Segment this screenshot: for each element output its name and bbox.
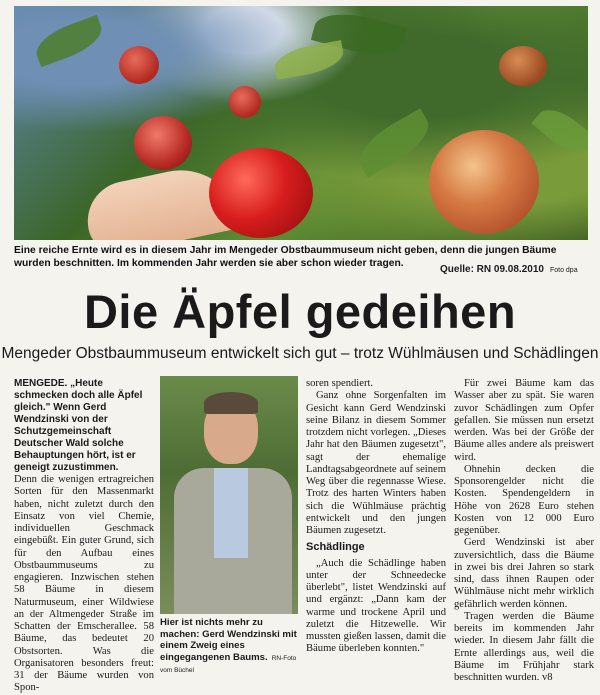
leaf-shape bbox=[31, 15, 107, 67]
red-apple-shape bbox=[209, 148, 313, 238]
apple-shape bbox=[499, 46, 547, 86]
article-paragraph: „Auch die Schädlinge haben unter der Schneedecke überlebt", listet Wendzinski auf und ergänzt: „Dann kam der warme und trockene April und zuletzt die Hitzewelle. Wir mussten gießen lassen, damit die Bäume überleben konnten." bbox=[306, 557, 446, 655]
portrait-caption-text: Hier ist nichts mehr zu machen: Gerd Wendzinski mit einem Zweig eines eingegangenen Baums. bbox=[160, 617, 297, 663]
apple-shape bbox=[134, 116, 192, 170]
article-column-1 bbox=[14, 378, 154, 695]
apple-tree-photo bbox=[14, 6, 588, 240]
hair-shape bbox=[204, 392, 258, 414]
article-paragraph: soren spendiert. bbox=[306, 378, 374, 389]
portrait-credit: RN-Foto vom Büchel bbox=[160, 654, 297, 674]
article-paragraph: Ganz ohne Sorgenfalten im Gesicht kann Gerd Wendzinski seine Bilanz in diesem Sommer trotzdem nicht vorlegen. „Dieses Jahr hat den Bäumen zugesetzt", sagt der ehemalige Landtagsabgeordnete auf seinem Weg über die regennasse Wiese. Trotz des harten Winters haben sich die Wühlmäuse prächtig entwickelt und den jungen Bäumen zugesetzt. bbox=[306, 390, 446, 536]
leaf-shape bbox=[272, 40, 346, 80]
article-paragraph: Denn die wenigen ertragreichen Sorten für den Massenmarkt haben, nicht zuletzt durch den Einsatz von viel Chemie, individuellen Geschmack eingebüßt. Ein guter Grund, sich für den Aufbau eines Obstbaummuseums zu engagieren. Inzwischen stehen 58 Bäume in diesem Naturmuseum, einer Wildwiese an der Altmengeder Straße im Schatten der Emscherallee. 58 Bäume, das bedeutet 20 Obstsorten. Was die Organisatoren besonders freut: 31 der Bäume wurden von Spon- bbox=[14, 474, 154, 694]
portrait-caption bbox=[160, 617, 300, 677]
article-paragraph: Für zwei Bäume kam das Wasser aber zu spät. Sie waren zuvor Schädlingen zum Opfer gefallen. Sie müssen nun ersetzt werden. Was bei der Größe der Bäume alles andere als preiswert wird. bbox=[454, 378, 594, 463]
leaf-shape bbox=[351, 108, 437, 177]
headline: Die Äpfel gedeihen bbox=[83, 285, 517, 338]
article-paragraph: Ohnehin decken die Sponsorengelder nicht die Kosten. Spendengeldern in Höhe von 2628 Euro stehen Kosten von 12 000 Euro gegenüber. bbox=[454, 463, 594, 536]
photo-caption: Eine reiche Ernte wird es in diesem Jahr im Mengeder Obstbaummuseum nicht geben, denn die jungen Bäume wurden beschnitten. Im kommenden Jahr werden sie aber schon wieder tragen. bbox=[14, 245, 557, 269]
section-subtitle: Schädlinge bbox=[306, 541, 365, 554]
article-paragraph: Tragen werden die Bäume bereits im kommenden Jahr wieder. In diesem Jahr fällt die Ernte allerdings aus, weil die Bäume im Frühjahr stark beschnitten wurden. v8 bbox=[454, 610, 594, 683]
article-lead: MENGEDE. „Heute schmecken doch alle Äpfel gleich." Wenn Gerd Wendzinski von der Schutzgemeinschaft Deutscher Wald solche Behauptungen hört, ist er geneigt zuzustimmen. bbox=[14, 378, 143, 473]
article-column-4 bbox=[454, 378, 594, 684]
apple-shape bbox=[119, 46, 159, 84]
subheadline: Mengeder Obstbaummuseum entwickelt sich gut – trotz Wühlmäusen und Schädlingen bbox=[1, 345, 599, 362]
portrait-photo bbox=[160, 376, 298, 614]
source-text: Quelle: RN 09.08.2010 bbox=[440, 264, 544, 275]
apple-shape bbox=[229, 86, 261, 118]
article-column-3 bbox=[306, 378, 446, 656]
photo-credit: Foto dpa bbox=[549, 267, 578, 274]
shirt-shape bbox=[214, 468, 248, 558]
apple-shape bbox=[429, 130, 539, 234]
source-line bbox=[440, 264, 578, 275]
article-paragraph: Gerd Wendzinski ist aber zuversichtlich, dass die Bäume in zwei bis drei Jahren so stark sind, dass ihnen Raupen oder Wühlmäuse nicht mehr wirklich gefährlich werden können. bbox=[454, 537, 594, 610]
leaf-shape bbox=[531, 100, 588, 162]
